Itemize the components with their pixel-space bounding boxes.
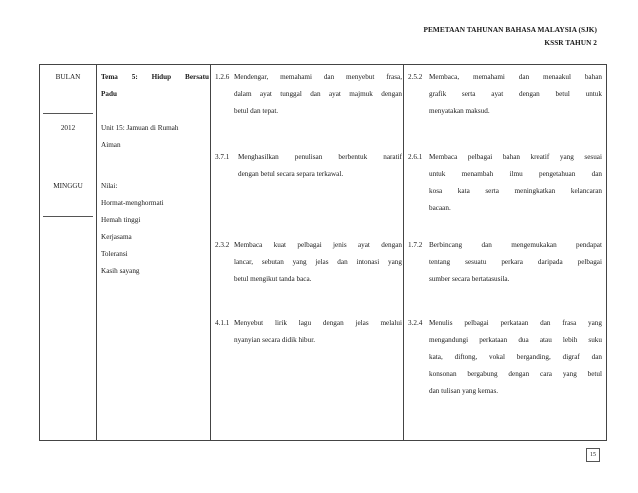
- standard-item: [408, 69, 602, 120]
- standard-text: Mendengar, memahami dan menyebut frasa,: [234, 73, 402, 81]
- column-divider: [210, 65, 211, 440]
- standard-text: Membaca kuat pelbagai jenis ayat dengan: [234, 241, 402, 249]
- column-divider: [403, 65, 404, 440]
- document-title: PEMETAAN TAHUNAN BAHASA MALAYSIA (SJK): [423, 25, 597, 34]
- standard-item: [215, 237, 402, 288]
- standard-code: 2.5.2: [408, 73, 423, 81]
- standard-text: Membaca pelbagai bahan kreatif yang sesuai: [429, 153, 602, 161]
- standard-text: menyatakan maksud.: [429, 107, 490, 115]
- standard-code: 2.3.2: [215, 241, 230, 249]
- tema-line-1: Tema 5: Hidup Bersatu: [101, 73, 209, 81]
- standard-text: sumber secara bertatasusila.: [429, 275, 510, 283]
- standard-text: mengandungi perkataan dua atau lebih suku: [429, 336, 602, 344]
- standard-item: [215, 149, 402, 183]
- standard-item: [408, 237, 602, 288]
- standard-text: lancar, sebutan yang jelas dan intonasi yang: [234, 258, 402, 266]
- standard-text: betul mengikut tanda baca.: [234, 275, 312, 283]
- unit-line-1: Unit 15: Jamuan di Rumah: [101, 124, 179, 132]
- standard-text: konsonan bergabung dengan cara yang betul: [429, 370, 602, 378]
- nilai-item: Hemah tinggi: [101, 216, 141, 224]
- standard-text: tentang sesuatu perkara daripada pelbagai: [429, 258, 602, 266]
- nilai-item: Kasih sayang: [101, 267, 140, 275]
- standard-item: [215, 69, 402, 120]
- standard-text: untuk menambah ilmu pengetahuan dan: [429, 170, 602, 178]
- standard-code: 3.2.4: [408, 319, 423, 327]
- standard-item: [215, 315, 402, 349]
- standard-text: Menghasilkan penulisan berbentuk naratif: [238, 153, 402, 161]
- standard-text: kosa kata serta meningkatkan kelancaran: [429, 187, 602, 195]
- minggu-label: MINGGU: [53, 182, 83, 190]
- standard-text: Berbincang dan mengemukakan pendapat: [429, 241, 602, 249]
- standard-text: dalam ayat tunggal dan ayat majmuk dengan: [234, 90, 402, 98]
- standard-item: [408, 315, 602, 400]
- nilai-item: Kerjasama: [101, 233, 132, 241]
- standard-code: 3.7.1: [215, 153, 230, 161]
- yearly-plan-table: [39, 64, 607, 441]
- standard-text: dengan betul secara separa terkawal.: [238, 170, 344, 178]
- nilai-label: Nilai:: [101, 182, 118, 190]
- standard-text: kata, diftong, vokal berganding, digraf dan: [429, 353, 602, 361]
- standard-text: Membaca, memahami dan menaakul bahan: [429, 73, 602, 81]
- standard-text: Menulis pelbagai perkataan dan frasa yang: [429, 319, 602, 327]
- standard-text: dan tulisan yang kemas.: [429, 387, 499, 395]
- document-subtitle: KSSR TAHUN 2: [544, 38, 597, 47]
- blank-line: [43, 216, 93, 217]
- standard-code: 4.1.1: [215, 319, 230, 327]
- nilai-item: Toleransi: [101, 250, 128, 258]
- standard-text: grafik serta ayat dengan betul untuk: [429, 90, 602, 98]
- standard-code: 1.2.6: [215, 73, 230, 81]
- bulan-label: BULAN: [55, 73, 81, 81]
- standard-text: betul dan tepat.: [234, 107, 279, 115]
- year-value: 2012: [60, 124, 76, 132]
- standard-text: nyanyian secara didik hibur.: [234, 336, 316, 344]
- standard-code: 1.7.2: [408, 241, 423, 249]
- standard-item: [408, 149, 602, 217]
- page-number: 15: [586, 448, 600, 462]
- nilai-item: Hormat-menghormati: [101, 199, 164, 207]
- standard-text: Menyebut lirik lagu dengan jelas melalui: [234, 319, 402, 327]
- tema-line-2: Padu: [101, 90, 117, 98]
- standard-text: bacaan.: [429, 204, 451, 212]
- blank-line: [43, 113, 93, 114]
- unit-line-2: Aiman: [101, 141, 121, 149]
- standard-code: 2.6.1: [408, 153, 423, 161]
- column-divider: [96, 65, 97, 440]
